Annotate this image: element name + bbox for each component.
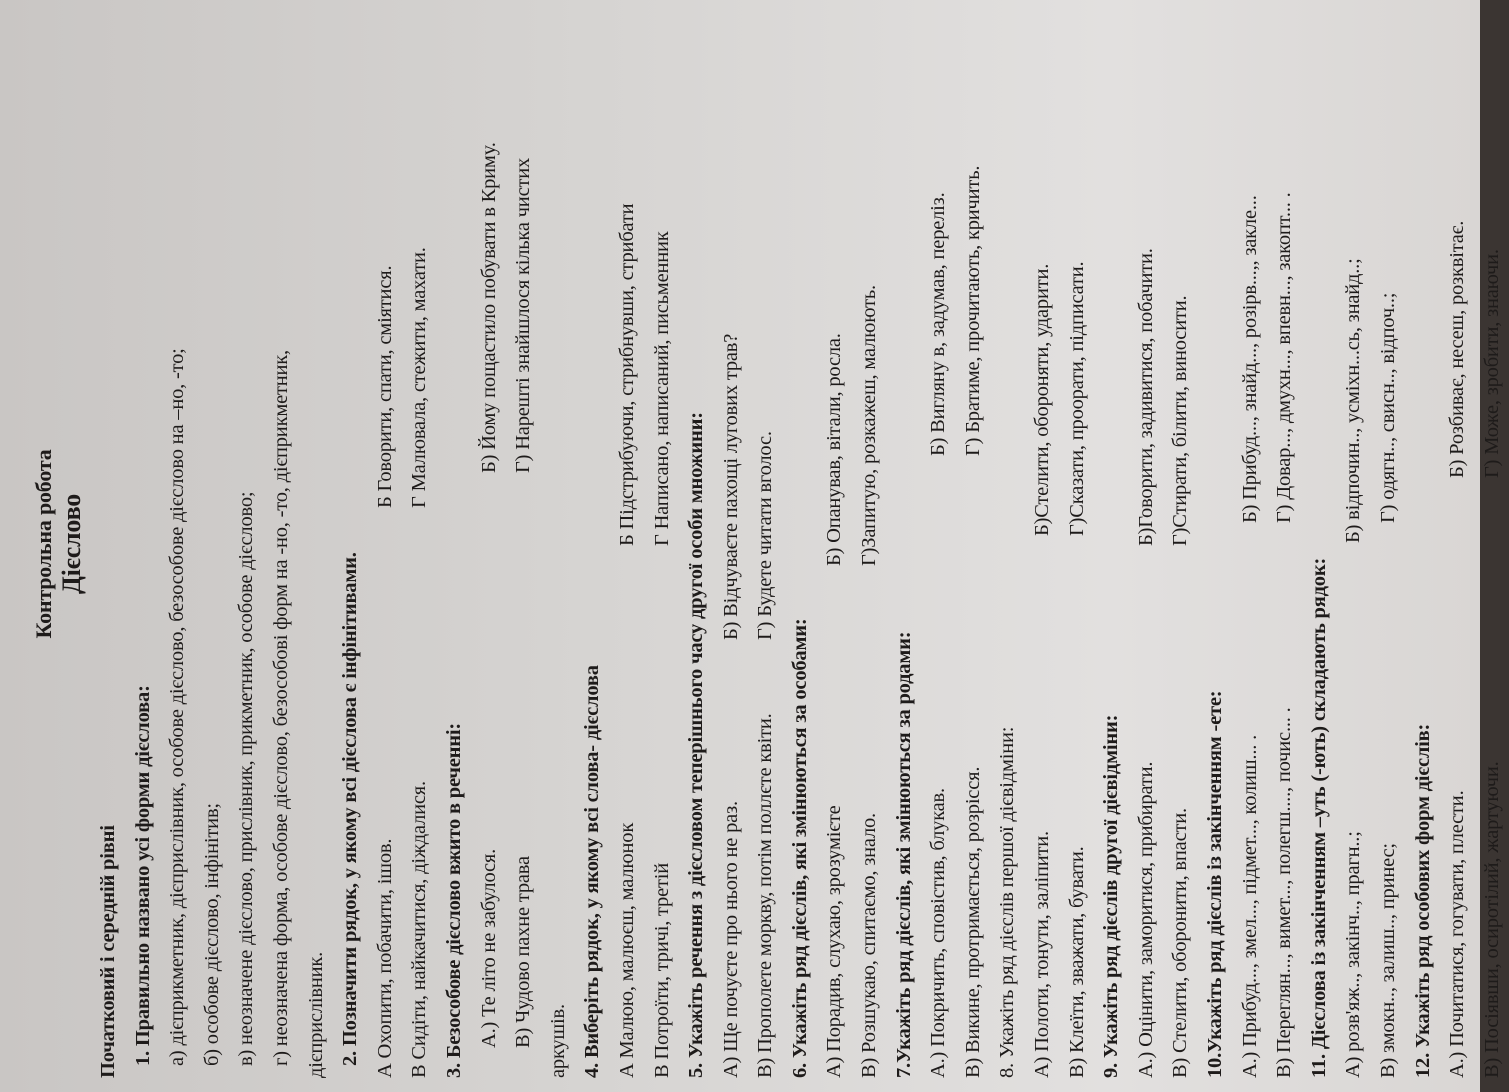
question-5-row-1 <box>714 10 749 1078</box>
question-6-row-2 <box>852 10 887 1078</box>
question-4-option-g: Г Написано, написаний, письменник <box>650 231 673 546</box>
question-5-option-v: В) Прополете моркву, потім поллєте квіти. <box>754 713 777 1078</box>
question-5-option-b: Б) Відчуваєте пахощі лугових трав? <box>719 333 742 640</box>
question-2-option-b: Б Говорити, спати, сміятися. <box>373 265 396 508</box>
question-11-option-b: Б) відпочин.., усміхн...сь, знайд..; <box>1342 258 1365 543</box>
question-3-row-2 <box>506 10 541 1078</box>
question-2-row-1 <box>368 10 403 1078</box>
question-4-option-b: Б Підстрибуючи, стрибнувши, стрибати <box>615 203 638 546</box>
question-3-option-v: В) Чудово пахне трава <box>512 856 535 1048</box>
question-12-option-g: Г) Може, зробити, знаючи. <box>1480 249 1503 478</box>
question-6-option-b: Б) Опанував, вітали, росла. <box>823 333 846 566</box>
question-5-title: 5. Укажіть речення з дієсловом теперішнього часу другої особи множини: <box>685 412 708 1078</box>
question-11-option-v: В) змокн.., залиш.., принес; <box>1376 843 1399 1078</box>
question-4-option-v: В Потроїти, тричі, третій <box>650 862 673 1078</box>
question-10-title: 10.Укажіть ряд дієслів із закінченням -ете: <box>1204 690 1226 1078</box>
question-2-option-v: В Сидіти, найкачитися, діждалися. <box>408 781 431 1078</box>
question-12-option-v: В) Посіявши, осиротілий, жартуючи. <box>1480 761 1503 1078</box>
question-9-option-a: А.) Оцінити, заморитися, прибирати. <box>1134 761 1157 1078</box>
question-9-row-1 <box>1129 10 1164 1078</box>
worksheet-title: Контрольна робота <box>31 449 56 639</box>
question-6-option-v: В) Розшукаю, спитаємо, знало. <box>858 813 881 1078</box>
question-9-row-2 <box>1163 10 1198 1078</box>
question-7-option-a: А.) Покричить, сповістив, блукав. <box>927 788 950 1078</box>
question-1-option-b: б) особове дієслово, інфінітив; <box>200 803 223 1066</box>
question-5-option-g: Г) Будете читати вголос. <box>754 431 777 640</box>
question-8-row-1 <box>1025 10 1060 1078</box>
question-11-title: 11. Дієслова із закінченням –уть (-ють) складають рядок: <box>1307 557 1330 1078</box>
question-6-option-a: А) Порадив, слухаю, зрозумієте <box>823 805 846 1078</box>
question-4-row-1 <box>610 10 645 1078</box>
question-1-title: 1. Правильно названо усі форми дієслова: <box>131 685 154 1066</box>
question-2-option-a: А Охопити, побачити, ішов. <box>373 838 396 1078</box>
question-10-option-v: В) Переглян..., вимет..., полегш...., почис... . <box>1273 707 1296 1078</box>
question-7-option-b: Б) Вигляну в, задумав, переліз. <box>927 192 950 456</box>
question-4-title: 4. Виберіть рядок, у якому всі слова- дієслова <box>581 665 604 1078</box>
question-4-row-2 <box>645 10 680 1078</box>
question-6-option-g: Г)Запитую, розкажеш, малюють. <box>858 285 881 566</box>
question-8-option-v: В) Клеїти, зважати, бувати. <box>1065 846 1088 1078</box>
question-1-option-a: а) дієприкметник, дієприслівник, особове дієслово, безособове дієслово на –но, -то; <box>166 348 189 1066</box>
question-8-option-b: Б)Стелити, обороняти, ударити. <box>1031 263 1054 536</box>
question-3-option-g: Г) Нарешті знайшлося кілька чистих <box>512 157 535 473</box>
question-8-title: 8. Укажіть ряд дієслів першої дієвідміни: <box>996 726 1019 1078</box>
question-1-option-g-cont: дієприслівник. <box>304 951 327 1078</box>
question-3-option-b: Б) Йому пощастило побувати в Криму. <box>477 142 500 473</box>
question-5-option-a: А) Ще почуєте про нього не раз. <box>719 801 742 1078</box>
question-12-row-2 <box>1475 10 1509 1078</box>
question-2-title: 2. Позначити рядок, у якому всі дієслова є інфінітивами. <box>339 552 362 1066</box>
question-7-title: 7.Укажіть ряд дієслів, які змінюються за родами: <box>892 631 915 1078</box>
question-9-option-b: Б)Говорити, задивитися, побачити. <box>1134 248 1157 546</box>
question-6-row-1 <box>817 10 852 1078</box>
question-11-row-1 <box>1336 10 1371 1078</box>
question-12-option-b: Б) Розбиває, несеш, розквітає. <box>1446 220 1469 478</box>
question-10-option-a: А.) Прибуд..., змел..., підмет..., колиш... . <box>1238 734 1261 1078</box>
worksheet-subtitle: Дієслово <box>57 493 86 595</box>
question-12-row-1 <box>1440 10 1475 1078</box>
question-3-row-1 <box>472 10 507 1078</box>
question-2-option-g: Г Малювала, стежити, махати. <box>408 247 431 508</box>
question-11-option-g: Г) одягн.., свисн.., відпоч..; <box>1376 292 1399 523</box>
question-6-title: 6. Укажіть ряд дієслів, які змінюються за особами: <box>788 618 811 1078</box>
question-9-title: 9. Укажіть ряд дієслів другої дієвідміни: <box>1100 714 1123 1078</box>
question-12-title: 12. Укажіть ряд особових форм дієслів: <box>1411 723 1434 1078</box>
question-8-row-2 <box>1060 10 1095 1078</box>
question-4-option-a: А Малюю, малюєш, малюнок <box>615 822 638 1078</box>
level-heading: Початковий і середній рівні <box>97 825 119 1078</box>
question-7-option-v: В) Викине, протримається, розрісся. <box>961 766 984 1078</box>
question-10-option-b: Б) Прибуд..., знайд..., розірв...,, закле... <box>1238 195 1261 523</box>
question-9-option-g: Г)Стирати, білити, виносити. <box>1169 295 1192 546</box>
question-10-row-2 <box>1267 10 1302 1078</box>
question-11-row-2 <box>1371 10 1406 1078</box>
question-8-option-g: Г)Сказати, проорати, підписати. <box>1065 261 1088 536</box>
question-10-option-g: Г) Довар..., дмухн..., впевн..., закопт... . <box>1273 192 1296 523</box>
question-3-title: 3. Безособове дієслово вжито в реченні: <box>442 723 465 1078</box>
question-2-row-2 <box>402 10 437 1078</box>
question-3-option-g-cont: аркушів. <box>546 1004 569 1078</box>
question-3-option-a: А.) Те літо не забулося. <box>477 848 500 1048</box>
question-5-row-2 <box>748 10 783 1078</box>
question-1-option-g: г) неозначена форма, особове дієслово, безособові форм на -но, -то, дієприкметник, <box>269 350 292 1066</box>
question-9-option-v: В) Стелити, оборонити, впасти. <box>1169 808 1192 1078</box>
question-12-option-a: А.) Почитатися, гогувати, плести. <box>1446 790 1469 1078</box>
question-11-option-a: А) розв'яж.., закінч.., прагн..; <box>1342 831 1365 1078</box>
question-10-row-1 <box>1233 10 1268 1078</box>
question-7-row-2 <box>956 10 991 1078</box>
question-8-option-a: А) Полоти, тонути, заліпити. <box>1031 831 1054 1078</box>
question-7-option-g: Г) Братиме, прочитають, кричить. <box>961 165 984 456</box>
question-7-row-1 <box>921 10 956 1078</box>
question-1-option-v: в) неозначене дієслово, прислівник, прикметник, особове дієслово; <box>235 491 258 1066</box>
